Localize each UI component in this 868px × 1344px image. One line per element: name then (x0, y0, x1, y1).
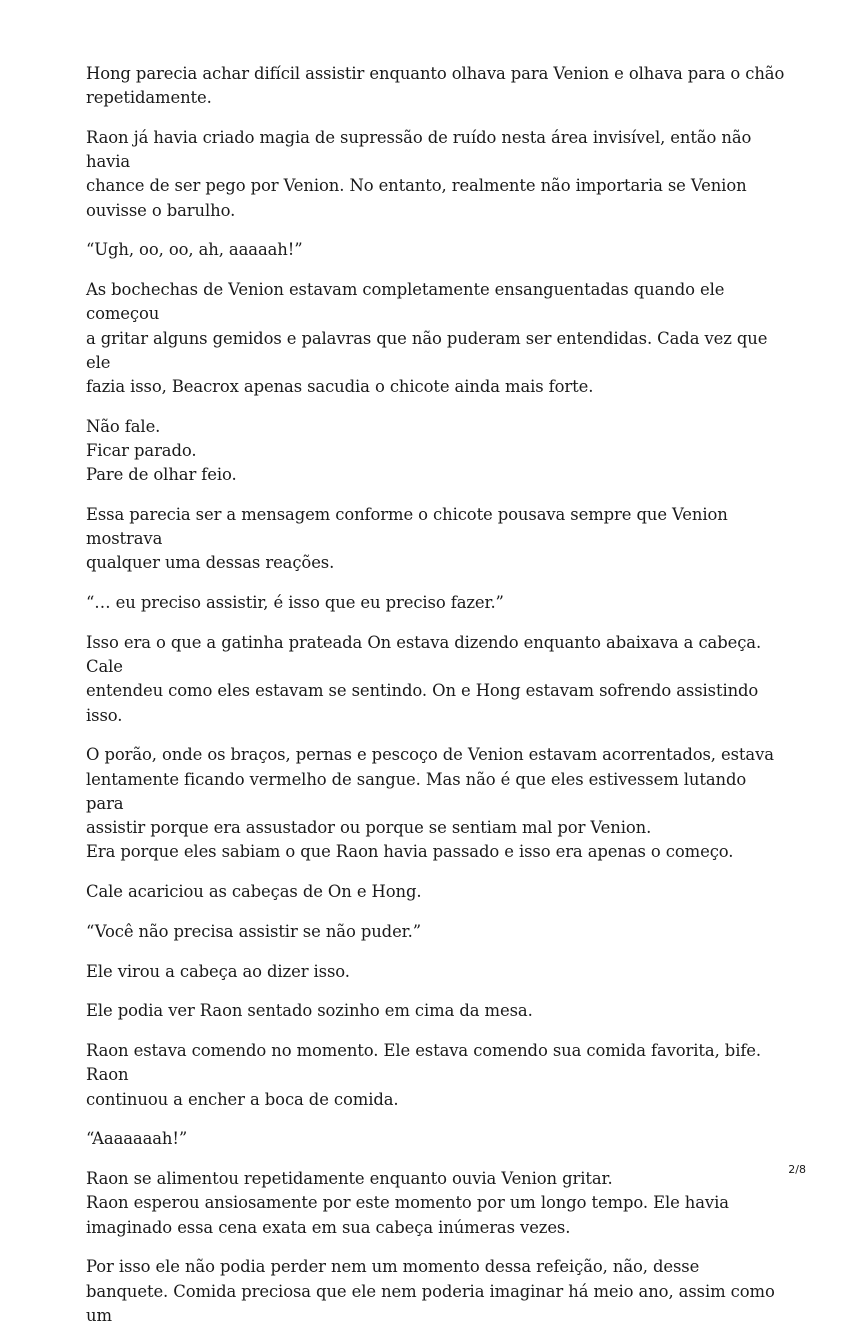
paragraph-1: Hong parecia achar difícil assistir enquanto olhava para Venion e olhava para o chão repetidamente. (86, 64, 785, 108)
paragraph-8: Isso era o que a gatinha prateada On estava dizendo enquanto abaixava a cabeça. Cale entendeu como eles estavam se sentindo. On e Hong estavam sofrendo assistindo isso. (86, 633, 762, 725)
paragraph-13: Ele podia ver Raon sentado sozinho em cima da mesa. (86, 1001, 533, 1021)
paragraph-15: “Aaaaaaah!” (86, 1129, 188, 1149)
paragraph-12: Ele virou a cabeça ao dizer isso. (86, 961, 350, 981)
paragraph-10: Cale acariciou as cabeças de On e Hong. (86, 882, 422, 902)
paragraph-4: As bochechas de Venion estavam completamente ensanguentadas quando ele começou a gritar alguns gemidos e palavras que não puderam ser entendidas. Cada vez que ele fazia isso, Beacrox apenas sacudia o chicote ainda mais forte. (86, 280, 768, 397)
paragraph-6: Essa parecia ser a mensagem conforme o chicote pousava sempre que Venion mostrava qualquer uma dessas reações. (86, 505, 728, 573)
paragraph-11: “Você não precisa assistir se não puder.” (86, 921, 421, 941)
paragraph-14: Raon estava comendo no momento. Ele estava comendo sua comida favorita, bife. Raon continuou a encher a boca de comida. (86, 1041, 762, 1109)
paragraph-16: Raon se alimentou repetidamente enquanto ouvia Venion gritar. Raon esperou ansiosamente por este momento por um longo tempo. Ele havia imaginado essa cena exata em sua cabeça inúmeras vezes. (86, 1169, 729, 1237)
paragraph-5: Não fale. Ficar parado. Pare de olhar feio. (86, 416, 237, 485)
paragraph-17: Por isso ele não podia perder nem um momento dessa refeição, não, desse banquete. Comida preciosa que ele nem poderia imaginar há meio ano, assim como um (86, 1257, 775, 1325)
paragraph-7: “… eu preciso assistir, é isso que eu preciso fazer.” (86, 593, 504, 613)
paragraph-2: Raon já havia criado magia de supressão de ruído nesta área invisível, então não havia chance de ser pego por Venion. No entanto, realmente não importaria se Venion ouvisse o barulho. (86, 128, 752, 220)
paragraph-3: “Ugh, oo, oo, ah, aaaaah!” (86, 240, 303, 260)
paragraph-9: O porão, onde os braços, pernas e pescoço de Venion estavam acorrentados, estava lentamente ficando vermelho de sangue. Mas não é que eles estivessem lutando para assistir porque era assustador ou porque se sentiam mal por Venion. Era porque eles sabiam o que Raon havia passado e isso era apenas o começo. (86, 745, 774, 862)
document-body (86, 62, 786, 1344)
page-number: 2/8 (788, 1163, 806, 1176)
